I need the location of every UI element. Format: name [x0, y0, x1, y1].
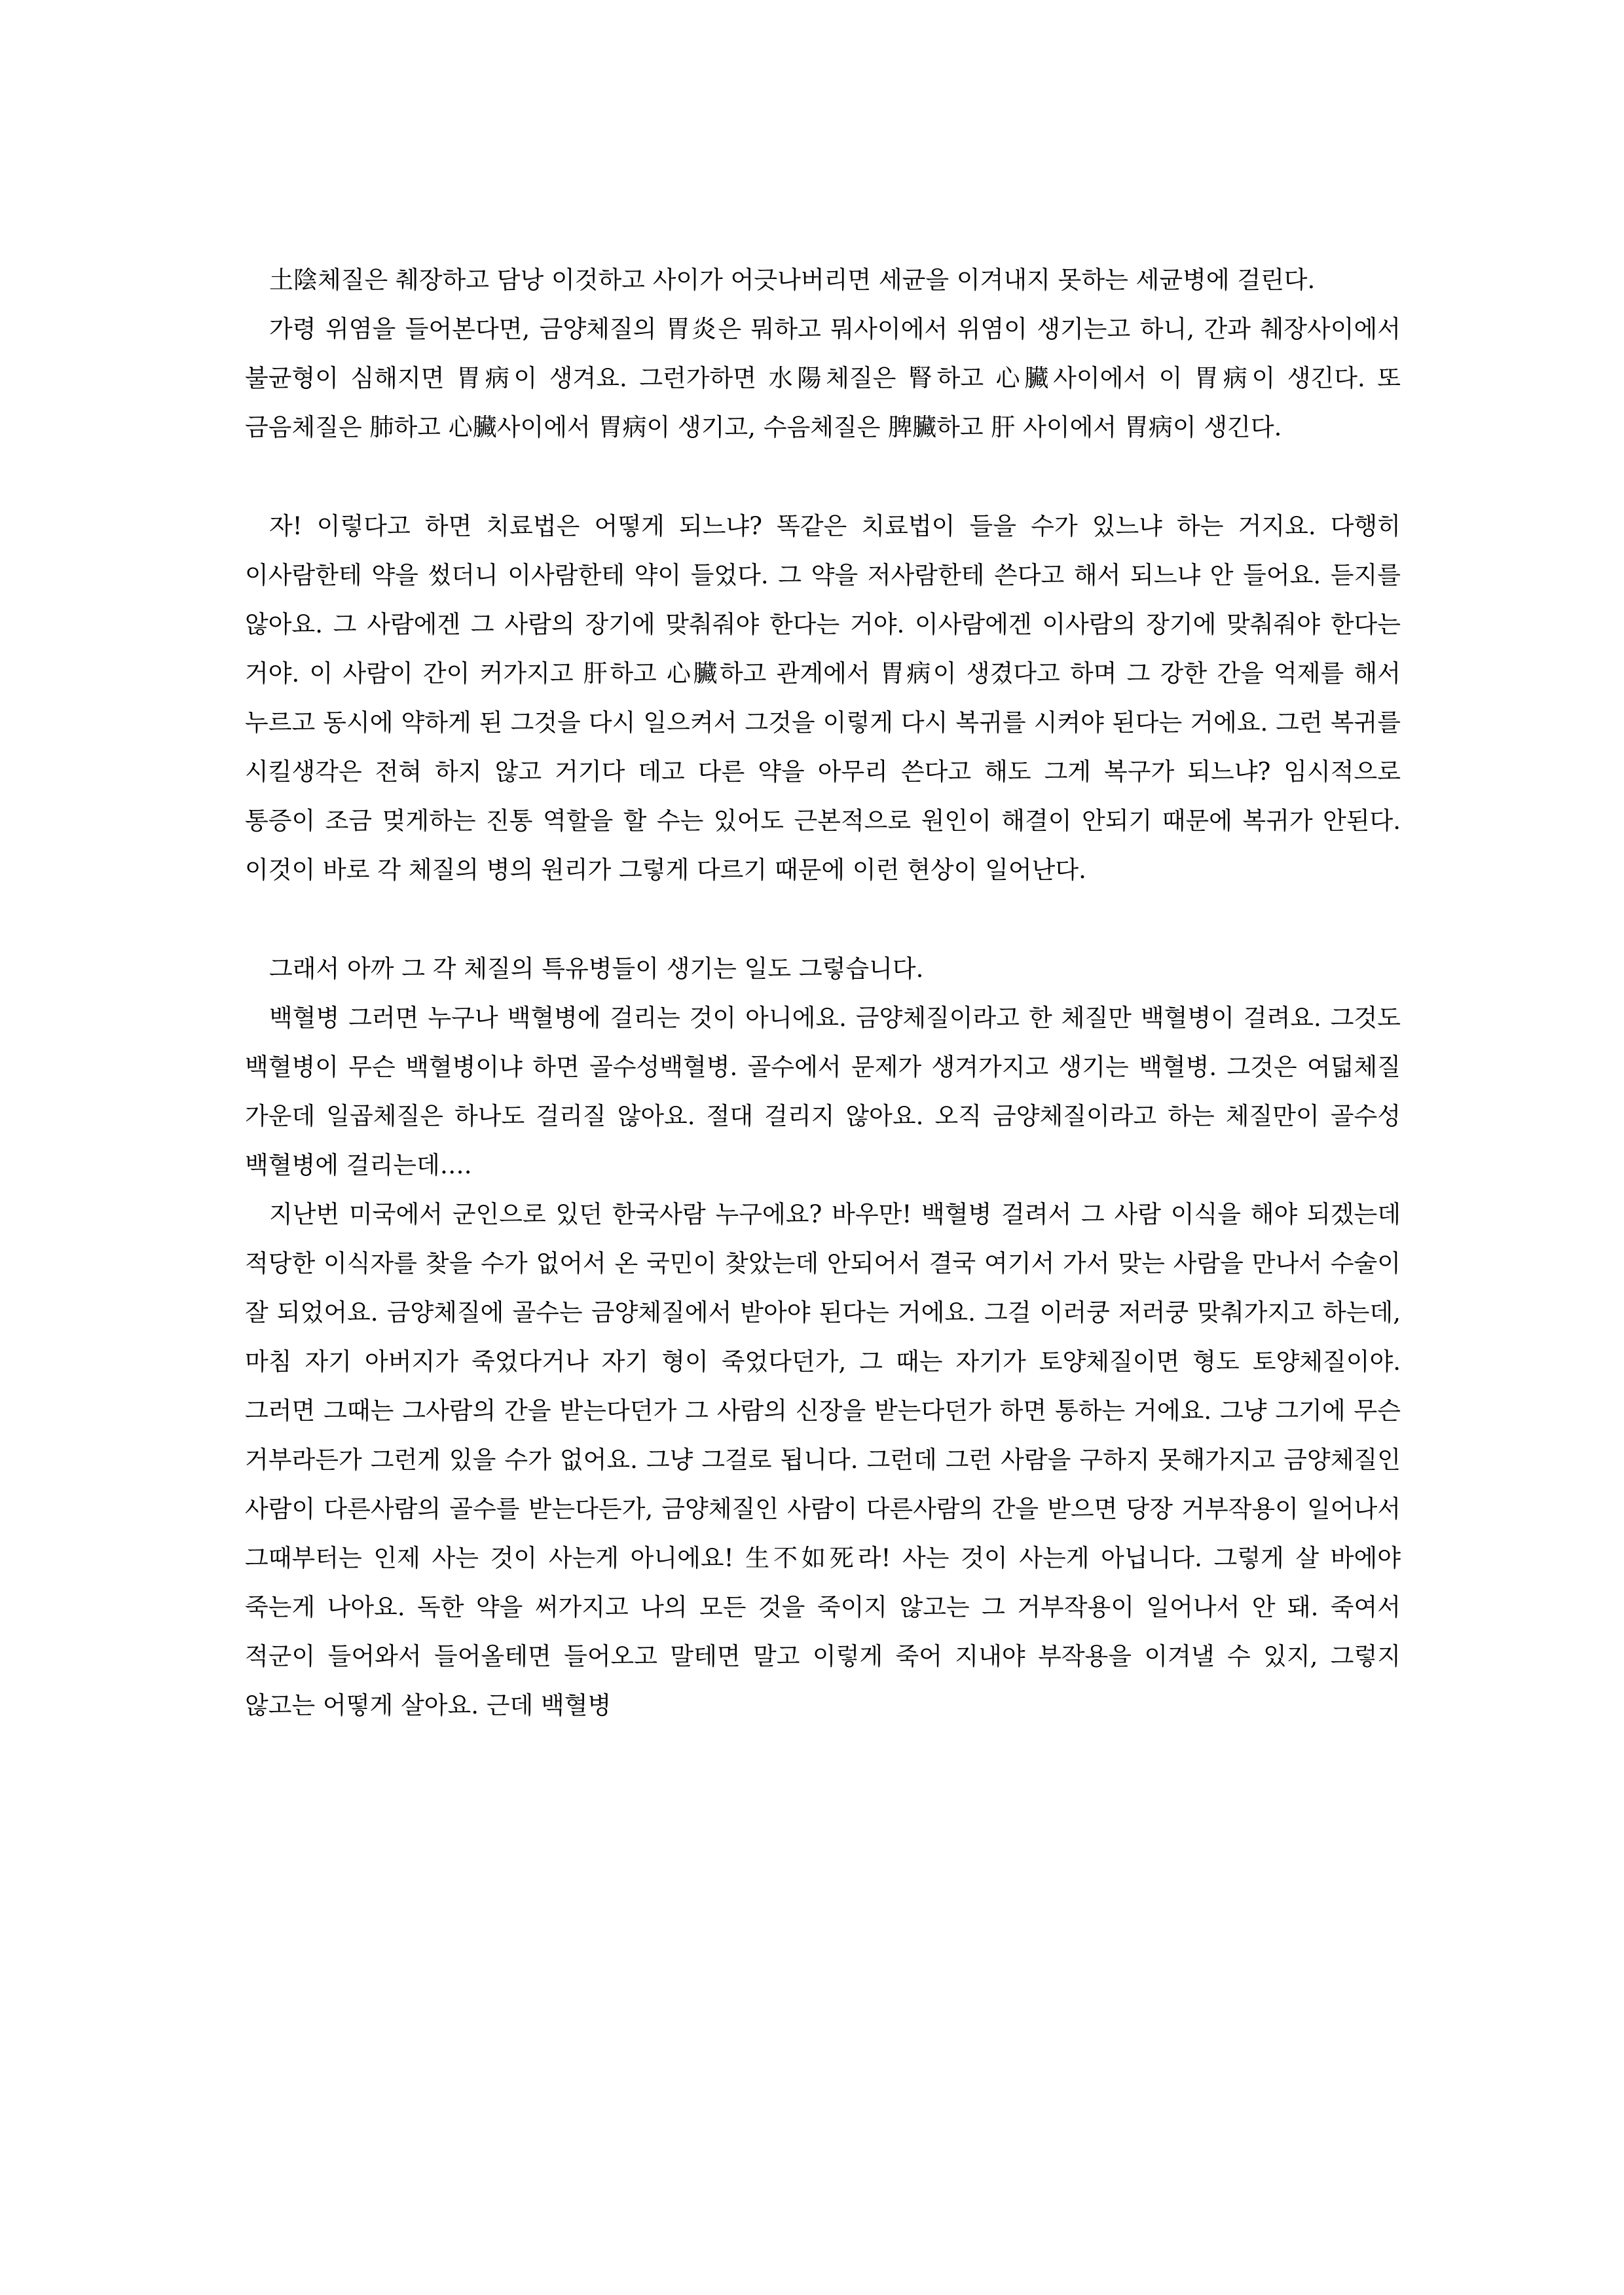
- paragraph-group-3: [245, 944, 1401, 1730]
- paragraph-1: 土陰체질은 췌장하고 담낭 이것하고 사이가 어긋나버리면 세균을 이겨내지 못하는 세균병에 걸린다.: [269, 266, 1316, 294]
- paragraph-group-1: [245, 255, 1401, 452]
- paragraph-5: 백혈병 그러면 누구나 백혈병에 걸리는 것이 아니에요. 금양체질이라고 한 체질만 백혈병이 걸려요. 그것도 백혈병이 무슨 백혈병이냐 하면 골수성백혈병. 골수에서 문제가 생겨가지고 생기는 백혈병. 그것은 여덟체질 가운데 일곱체질은 하나도 걸리질 않아요. 절대 걸리지 않아요. 오직 금양체질이라고 하는 체질만이 골수성 백혈병에 걸리는데….: [245, 1004, 1401, 1179]
- paragraph-6: 지난번 미국에서 군인으로 있던 한국사람 누구에요? 바우만! 백혈병 걸려서 그 사람 이식을 해야 되겠는데 적당한 이식자를 찾을 수가 없어서 온 국민이 찾았는데 안되어서 결국 여기서 가서 맞는 사람을 만나서 수술이 잘 되었어요. 금양체질에 골수는 금양체질에서 받아야 된다는 거에요. 그걸 이러쿵 저러쿵 맞춰가지고 하는데, 마침 자기 아버지가 죽었다거나 자기 형이 죽었다던가, 그 때는 자기가 토양체질이면 형도 토양체질이야. 그러면 그때는 그사람의 간을 받는다던가 그 사람의 신장을 받는다던가 하면 통하는 거에요. 그냥 그기에 무슨 거부라든가 그런게 있을 수가 없어요. 그냥 그걸로 됩니다. 그런데 그런 사람을 구하지 못해가지고 금양체질인 사람이 다른사람의 골수를 받는다든가, 금양체질인 사람이 다른사람의 간을 받으면 당장 거부작용이 일어나서 그때부터는 인제 사는 것이 사는게 아니에요! 生不如死라! 사는 것이 사는게 아닙니다. 그렇게 살 바에야 죽는게 나아요. 독한 약을 써가지고 나의 모든 것을 죽이지 않고는 그 거부작용이 일어나서 안 돼. 죽여서 적군이 들어와서 들어올테면 들어오고 말테면 말고 이렇게 죽어 지내야 부작용을 이겨낼 수 있지, 그렇지 않고는 어떻게 살아요. 근데 백혈병: [245, 1200, 1401, 1719]
- paragraph-4: 그래서 아까 그 각 체질의 특유병들이 생기는 일도 그렇습니다.: [269, 955, 924, 983]
- paragraph-group-2: [245, 502, 1401, 894]
- paragraph-2: 가령 위염을 들어본다면, 금양체질의 胃炎은 뭐하고 뭐사이에서 위염이 생기는고 하니, 간과 췌장사이에서 불균형이 심해지면 胃病이 생겨요. 그런가하면 水陽체질은 腎하고 心臟사이에서 이 胃病이 생긴다. 또 금음체질은 肺하고 心臟사이에서 胃病이 생기고, 수음체질은 脾臟하고 肝 사이에서 胃病이 생긴다.: [245, 315, 1401, 441]
- paragraph-3: 자! 이렇다고 하면 치료법은 어떻게 되느냐? 똑같은 치료법이 들을 수가 있느냐 하는 거지요. 다행히 이사람한테 약을 썼더니 이사람한테 약이 들었다. 그 약을 저사람한테 쓴다고 해서 되느냐 안 들어요. 듣지를 않아요. 그 사람에겐 그 사람의 장기에 맞춰줘야 한다는 거야. 이사람에겐 이사람의 장기에 맞춰줘야 한다는 거야. 이 사람이 간이 커가지고 肝하고 心臟하고 관계에서 胃病이 생겼다고 하며 그 강한 간을 억제를 해서 누르고 동시에 약하게 된 그것을 다시 일으켜서 그것을 이렇게 다시 복귀를 시켜야 된다는 거에요. 그런 복귀를 시킬생각은 전혀 하지 않고 거기다 데고 다른 약을 아무리 쓴다고 해도 그게 복구가 되느냐? 임시적으로 통증이 조금 멎게하는 진통 역할을 할 수는 있어도 근본적으로 원인이 해결이 안되기 때문에 복귀가 안된다. 이것이 바로 각 체질의 병의 원리가 그렇게 다르기 때문에 이런 현상이 일어난다.: [245, 512, 1401, 884]
- document-body: [245, 255, 1401, 1730]
